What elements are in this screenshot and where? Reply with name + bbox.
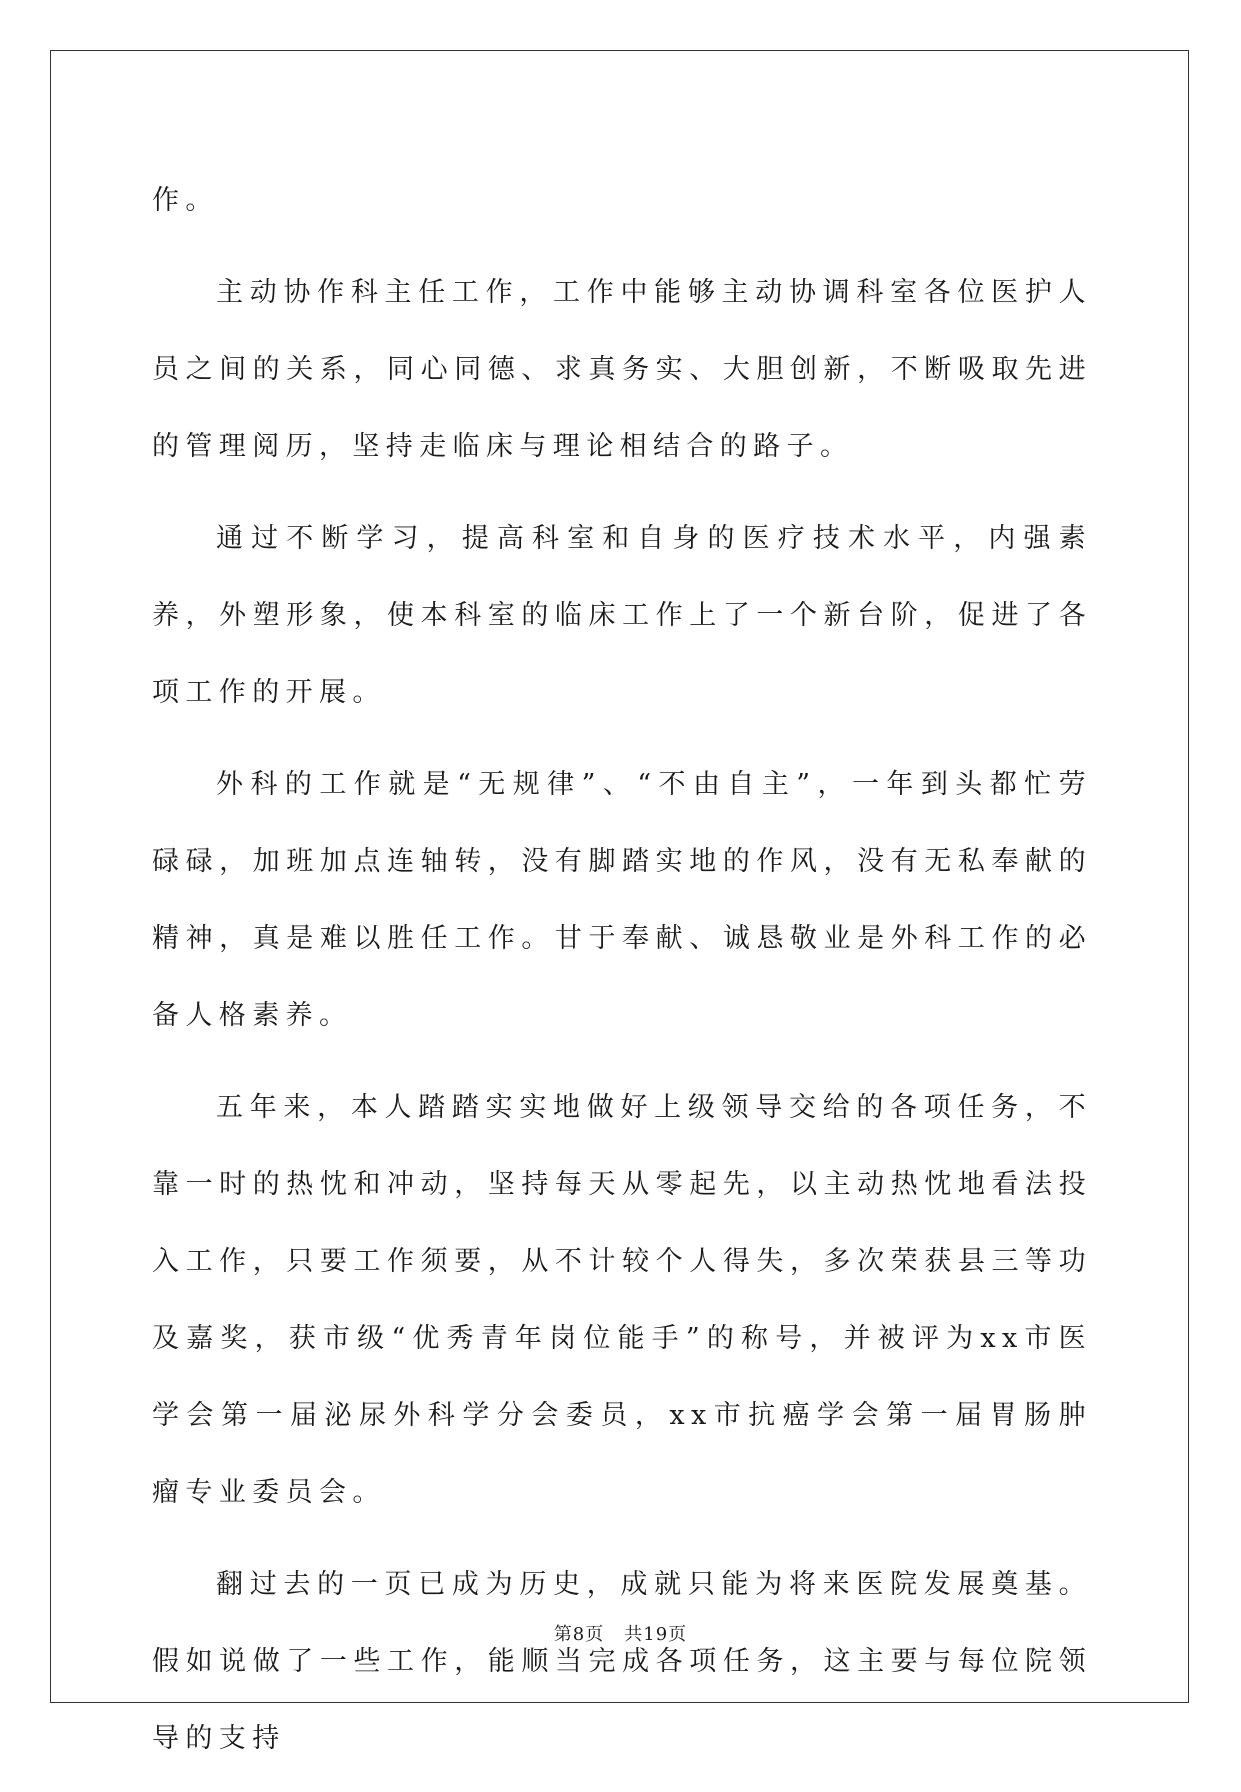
paragraph: 五年来，本人踏踏实实地做好上级领导交给的各项任务，不靠一时的热忱和冲动，坚持每天从零起先，以主动热忱地看法投入工作，只要工作须要，从不计较个人得失，多次荣获县三等功及嘉奖，获市级“优秀青年岗位能手”的称号，并被评为xx市医学会第一届泌尿外科学分会委员，xx市抗癌学会第一届胃肠肿瘤专业委员会。 [152,1092,1092,1508]
page-number: 第8页 [553,1624,605,1645]
paragraph: 翻过去的一页已成为历史，成就只能为将来医院发展奠基。假如说做了一些工作，能顺当完成各项任务，这主要与每位院领导的支持 [152,1569,1092,1754]
paragraph: 主动协作科主任工作，工作中能够主动协调科室各位医护人员之间的关系，同心同德、求真务实、大胆创新，不断吸取先进的管理阅历，坚持走临床与理论相结合的路子。 [152,277,1092,462]
paragraph: 作。 [152,185,219,216]
page-footer [0,1620,1241,1646]
total-pages: 共19页 [624,1624,688,1645]
document-body [152,162,1092,1792]
paragraph: 通过不断学习，提高科室和自身的医疗技术水平，内强素养，外塑形象，使本科室的临床工作上了一个新台阶，促进了各项工作的开展。 [152,523,1092,708]
paragraph: 外科的工作就是“无规律”、“不由自主”，一年到头都忙劳碌碌，加班加点连轴转，没有脚踏实地的作风，没有无私奉献的精神，真是难以胜任工作。甘于奉献、诚恳敬业是外科工作的必备人格素养。 [152,769,1092,1031]
